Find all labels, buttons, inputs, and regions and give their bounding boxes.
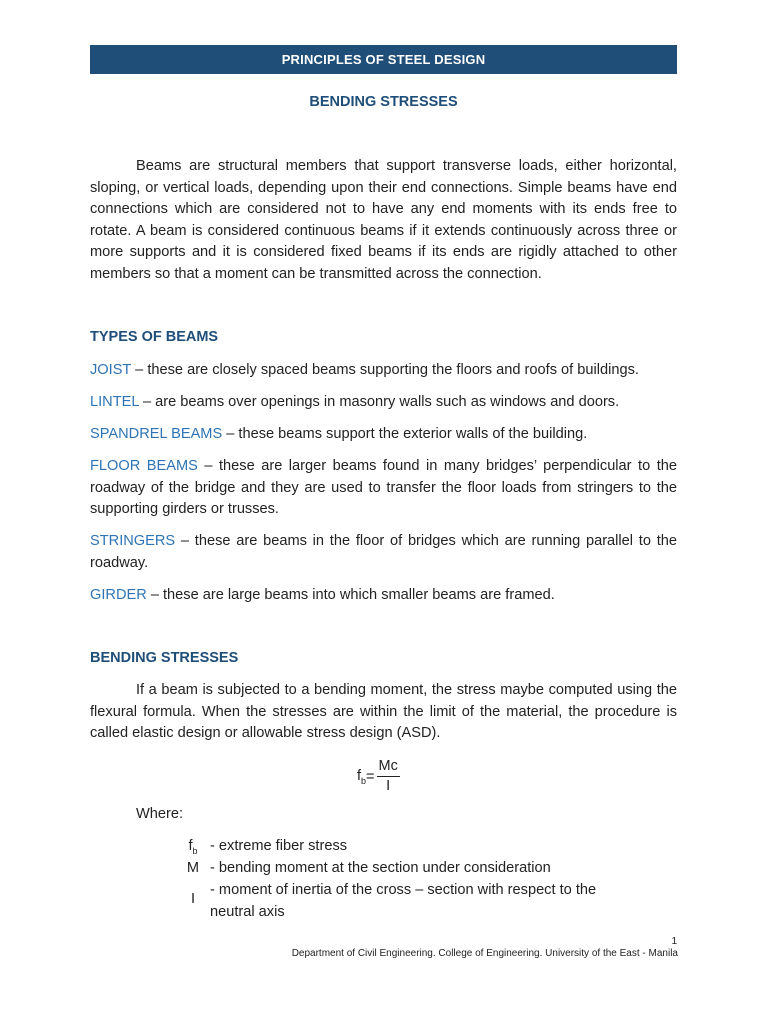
- bending-heading: BENDING STRESSES: [90, 650, 239, 666]
- bending-paragraph: If a beam is subjected to a bending moment, the stress maybe computed using the flexural formula. When the stresses are within the limit of the material, the procedure is called elastic design or allowable stress design (ASD).: [90, 682, 677, 741]
- type-desc: – are beams over openings in masonry walls such as windows and doors.: [138, 394, 620, 410]
- type-term: FLOOR BEAMS: [90, 458, 198, 474]
- type-desc: – these are large beams into which smaller beams are framed.: [146, 587, 555, 603]
- type-item-floor-beams: [90, 456, 677, 521]
- formula-numerator: Mc: [377, 757, 400, 777]
- formula-equals: =: [366, 768, 375, 785]
- flexural-formula: [357, 757, 400, 796]
- definition-symbol-i: I: [190, 891, 196, 907]
- banner-text: PRINCIPLES OF STEEL DESIGN: [281, 52, 486, 67]
- type-term: GIRDER: [90, 587, 147, 603]
- types-heading: TYPES OF BEAMS: [90, 329, 219, 345]
- header-banner: [90, 45, 677, 74]
- type-desc: – these beams support the exterior walls of the building.: [222, 426, 588, 442]
- type-item-joist: [90, 360, 677, 382]
- type-item-lintel: [90, 392, 677, 414]
- where-label: Where:: [136, 806, 184, 822]
- type-desc: – these are larger beams found in many bridges’ perpendicular to the roadway of the bridge and they are used to transfer the floor loads from stringers to the supporting girders or trusses.: [90, 458, 677, 517]
- type-term: STRINGERS: [90, 533, 176, 549]
- type-desc: – these are closely spaced beams supporting the floors and roofs of buildings.: [131, 362, 639, 378]
- definition-text-i: - moment of inertia of the cross – section with respect to the neutral axis: [210, 882, 597, 920]
- definition-symbol-m: M: [186, 860, 200, 876]
- definition-text-m: - bending moment at the section under consideration: [210, 860, 551, 876]
- definition-text-fb: - extreme fiber stress: [210, 838, 348, 854]
- type-item-spandrel: [90, 424, 677, 446]
- type-term: SPANDREL BEAMS: [90, 426, 223, 442]
- formula-denominator: I: [386, 778, 391, 794]
- definition-symbol-fb: $f_b$: [188, 838, 198, 856]
- formula-fraction: [377, 757, 400, 796]
- formula-lhs: $f_b$: [357, 767, 367, 786]
- page-number: 1: [671, 936, 677, 947]
- page-title: BENDING STRESSES: [309, 94, 458, 110]
- type-item-stringers: [90, 531, 677, 574]
- intro-paragraph: Beams are structural members that support transverse loads, either horizontal, sloping, or vertical loads, depending upon their end connections. Simple beams have end connections which are considered not to have any end moments with its ends free to rotate. A beam is considered continuous beams if it extends continuously across three or more supports and it is considered fixed beams if its ends are rigidly attached to other members so that a moment can be transmitted across the connection.: [90, 158, 677, 282]
- type-term: LINTEL: [90, 394, 139, 410]
- type-term: JOIST: [90, 362, 132, 378]
- type-item-girder: [90, 585, 677, 607]
- type-desc: – these are beams in the floor of bridges which are running parallel to the roadway.: [90, 533, 677, 571]
- footer-text: Department of Civil Engineering. College of Engineering. University of the East - Manila: [291, 948, 678, 959]
